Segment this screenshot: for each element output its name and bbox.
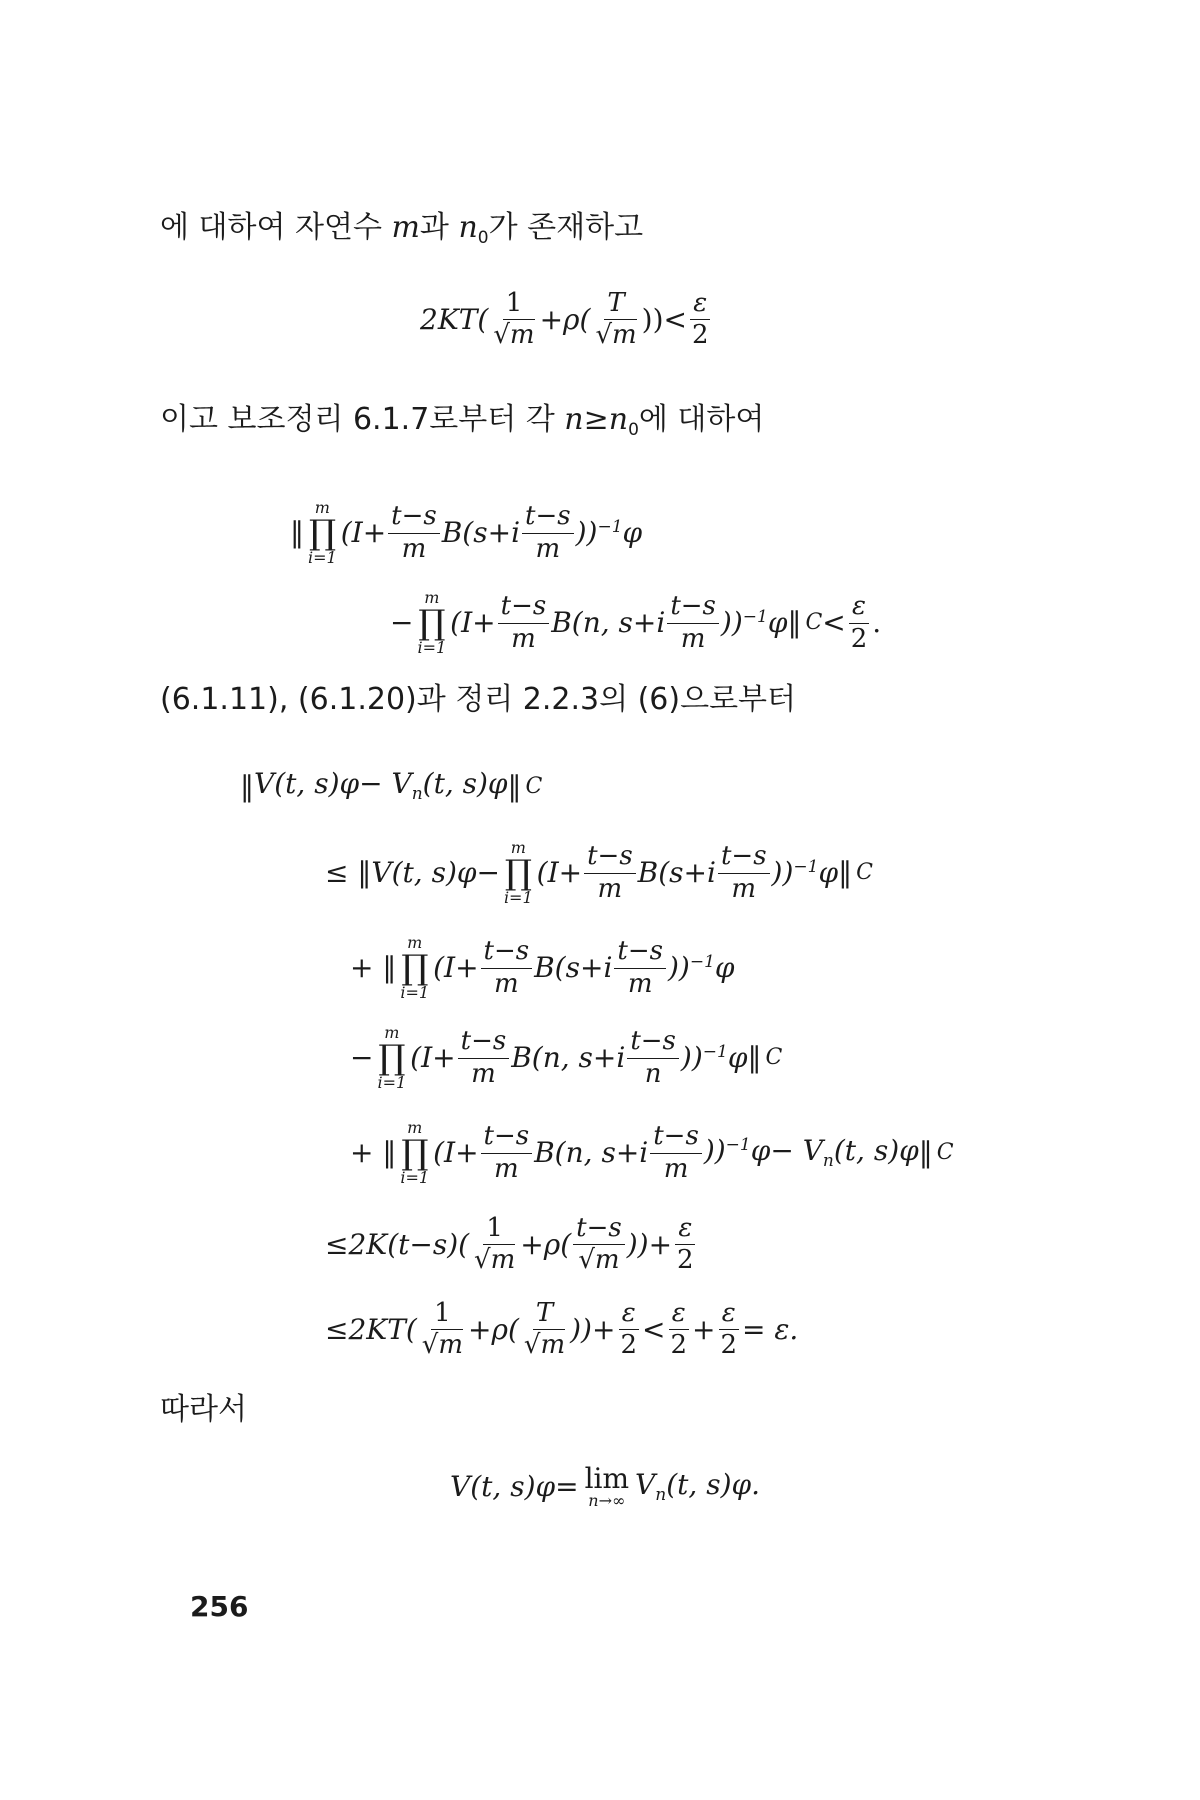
equation-2-row-1: ‖ m ∏ i=1 (I+ $\frac{t-s}{m}$ B(s+i $\frac{t-s}{m}$ ))$^{-1}$φ	[290, 498, 643, 567]
eq1-frac3-den: 2	[691, 320, 709, 351]
therefore-line: 따라서	[160, 1392, 247, 1427]
var-m: m	[391, 210, 420, 245]
eq1-frac2-den: √m	[595, 320, 637, 351]
eq1-frac1-num: 1	[503, 290, 526, 320]
subscript-0b: 0	[628, 420, 639, 440]
intro-line	[160, 208, 643, 258]
equation-3-row-6: ≤2K(t−s)( $\frac{1}{√m}$ +ρ( $\frac{t-s}{√m}$ ))+ $\frac{\varepsilon}{2}$	[325, 1213, 694, 1276]
eq1-frac-1	[490, 290, 537, 350]
page-number: 256	[190, 1590, 249, 1623]
equation-3-row-1: ‖ V(t, $s)\varphi- V_n(t$, s)φ ‖ C	[240, 767, 543, 804]
equation-3-row-3: + ‖ m ∏ i=1 (I+ $\frac{t-s}{m}$ B(s+i $\frac{t-s}{m}$ ))$^{-1}$φ	[350, 933, 735, 1002]
cond-n: n≥n	[564, 402, 629, 437]
intro-text-1: 에 대하여 자연수	[160, 210, 392, 245]
lemma-text-2: 에 대하여	[638, 402, 765, 437]
eq1-frac-3	[689, 290, 712, 350]
eq1-close: ))<	[641, 302, 687, 336]
equation-3-row-4: − m ∏ i=1 (I+ $\frac{t-s}{m}$ B(n, s+i $\frac{t-s}{n}$ ))$^{-1}$φ ‖ C	[350, 1023, 783, 1092]
equation-3-row-2: ≤ ‖ V(t, s)φ− m ∏ i=1 (I+ $\frac{t-s}{m}$ B(s+i $\frac{t-s}{m}$ ))$^{-1}$φ ‖ C	[325, 838, 873, 907]
equation-3-row-7: ≤2KT( $\frac{1}{√m}$ +ρ( $\frac{T}{√m}$ ))+ $\frac{\varepsilon}{2}$ < $\frac{\varepsilon}{2}$ + $\frac{\varepsilon}{2}$ = ε.	[325, 1298, 799, 1361]
eq1-lead: 2KT(	[420, 302, 489, 336]
equation-1	[420, 290, 714, 350]
lemma-line	[160, 400, 764, 450]
eq1-mid: +ρ(	[539, 302, 591, 336]
reference-line: (6.1.11), (6.1.20)과 정리 2.2.3의 (6)으로부터	[160, 682, 797, 717]
intro-text-2: 과	[419, 210, 459, 245]
eq1-frac2-num: T	[604, 290, 627, 320]
subscript-0: 0	[477, 228, 489, 248]
equation-3-row-5: + ‖ m ∏ i=1 (I+ $\frac{t-s}{m}$ B(n, s+i $\frac{t-s}{m}$ ))$^{-1}\varphi- V_n(t$, s)φ ‖ C	[350, 1118, 954, 1187]
eq1-frac1-den: √m	[493, 320, 535, 351]
equation-2-row-2: − m ∏ i=1 (I+ $\frac{t-s}{m}$ B(n, s+i $\frac{t-s}{m}$ ))$^{-1}$φ ‖ C < $\frac{\varepsilon}{2}$ .	[390, 588, 882, 657]
eq1-frac-2	[592, 290, 639, 350]
eq1-frac3-num: ε	[690, 290, 710, 320]
var-n: n	[458, 210, 478, 245]
equation-4: V(t, s)φ= lim n→∞ $V_n(t$, s)φ.	[450, 1462, 760, 1510]
lemma-text-1: 이고 보조정리 6.1.7로부터 각	[160, 402, 565, 437]
intro-text-3: 가 존재하고	[488, 210, 644, 245]
